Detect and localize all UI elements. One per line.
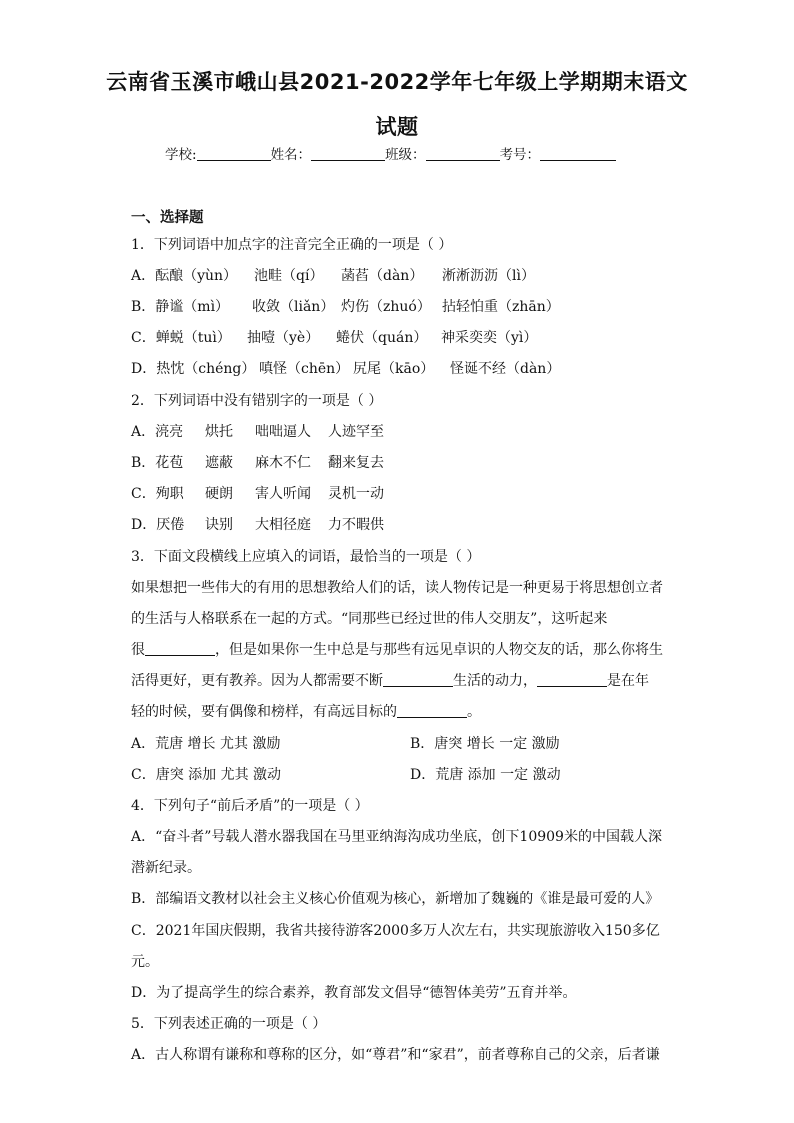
q3-blank-4 bbox=[397, 703, 467, 718]
q1-c-4: 神采奕奕（yì） bbox=[441, 330, 538, 346]
q2-b-4: 翻来复去 bbox=[328, 455, 384, 471]
q2-c-1: C．殉职 bbox=[131, 486, 184, 502]
q2-c-4: 灵机一动 bbox=[328, 486, 384, 502]
q2-c-2: 硬朗 bbox=[205, 486, 233, 502]
q1-b-4: 拈轻怕重（zhān） bbox=[442, 299, 560, 315]
q3-paragraph-line3 bbox=[131, 639, 663, 659]
q4-option-a-line1: A．“奋斗者”号载人潜水器我国在马里亚纳海沟成功坐底，创下10909米的中国载人深 bbox=[131, 829, 662, 845]
number-blank bbox=[540, 146, 616, 161]
q2-option-c bbox=[131, 483, 384, 503]
name-label: 姓名： bbox=[270, 147, 312, 163]
q1-b-1: B．静谧（mì） bbox=[131, 299, 230, 315]
q4-option-b: B．部编语文教材以社会主义核心价值观为核心，新增加了魏巍的《谁是最可爱的人》 bbox=[131, 891, 660, 907]
q3-blank-2 bbox=[383, 672, 453, 687]
student-info-row bbox=[165, 143, 616, 163]
q2-d-4: 力不暇供 bbox=[328, 517, 384, 533]
q4-option-c-line1: C．2021年国庆假期，我省共接待游客2000多万人次左右，共实现旅游收入150多亿 bbox=[131, 923, 660, 939]
q1-d-2: 嗔怪（chēn） bbox=[259, 361, 350, 377]
q2-a-4: 人迹罕至 bbox=[328, 424, 384, 440]
q2-option-b bbox=[131, 452, 384, 472]
q3-option-c: C．唐突 添加 尤其 激动 bbox=[131, 767, 282, 783]
q2-a-2: 烘托 bbox=[205, 424, 233, 440]
school-blank bbox=[197, 146, 271, 161]
q3-blank-3 bbox=[537, 672, 607, 687]
q2-d-2: 诀别 bbox=[205, 517, 233, 533]
q1-a-2: 池畦（qí） bbox=[254, 268, 324, 284]
q2-d-1: D．厌倦 bbox=[131, 517, 185, 533]
q1-stem: 1．下列词语中加点字的注音完全正确的一项是（ ） bbox=[131, 237, 453, 253]
q3-paragraph-line1: 如果想把一些伟大的有用的思想教给人们的话，读人物传记是一种更易于将思想创立者 bbox=[131, 580, 663, 596]
q3-paragraph-line4 bbox=[131, 670, 649, 690]
q1-option-c bbox=[131, 327, 537, 347]
q4-option-c-line2: 元。 bbox=[131, 954, 159, 970]
q1-c-3: 蜷伏（quán） bbox=[336, 330, 428, 346]
q3-option-b: B．唐突 增长 一定 激励 bbox=[410, 736, 560, 752]
name-blank bbox=[311, 146, 385, 161]
q2-stem: 2．下列词语中没有错别字的一项是（ ） bbox=[131, 393, 383, 409]
q2-option-d bbox=[131, 514, 384, 534]
number-label: 考号： bbox=[499, 147, 541, 163]
q1-c-2: 抽噎（yè） bbox=[247, 330, 320, 346]
q1-a-3: 菡萏（dàn） bbox=[341, 268, 424, 284]
q2-a-3: 咄咄逼人 bbox=[255, 424, 311, 440]
q2-c-3: 害人听闻 bbox=[255, 486, 311, 502]
q1-d-1: D．热忱（chéng） bbox=[131, 361, 256, 377]
q5-option-a-line1: A．古人称谓有谦称和尊称的区分，如“尊君”和“家君”，前者尊称自己的父亲，后者谦 bbox=[131, 1047, 660, 1063]
q1-a-1: A．酝酿（yùn） bbox=[131, 268, 238, 284]
q4-stem: 4．下列句子“前后矛盾”的一项是（ ） bbox=[131, 798, 369, 814]
q3-p4-b: 生活的动力， bbox=[453, 673, 537, 689]
q3-p4-a: 活得更好，更有教养。因为人都需要不断 bbox=[131, 673, 383, 689]
q1-b-2: 收敛（liǎn） bbox=[252, 299, 335, 315]
q1-c-1: C．蝉蜕（tuì） bbox=[131, 330, 231, 346]
q2-d-3: 大相径庭 bbox=[255, 517, 311, 533]
q1-option-a bbox=[131, 265, 535, 285]
q1-option-d bbox=[131, 358, 560, 378]
q3-option-a: A．荒唐 增长 尤其 激励 bbox=[131, 736, 281, 752]
q2-b-2: 遮蔽 bbox=[205, 455, 233, 471]
class-label: 班级： bbox=[385, 147, 426, 163]
q3-paragraph-line5 bbox=[131, 701, 481, 721]
q3-p4-c: 是在年 bbox=[607, 673, 649, 689]
q3-option-d: D．荒唐 添加 一定 激动 bbox=[410, 767, 561, 783]
q5-stem: 5．下列表述正确的一项是（ ） bbox=[131, 1016, 327, 1032]
q1-b-3: 灼伤（zhuó） bbox=[341, 299, 431, 315]
q3-p3-a: 很 bbox=[131, 642, 145, 658]
q4-option-a-line2: 潜新纪录。 bbox=[131, 860, 201, 876]
q3-p5-b: 。 bbox=[467, 704, 481, 720]
exam-title-line1: 云南省玉溪市峨山县2021-2022学年七年级上学期期末语文 bbox=[106, 70, 688, 94]
q2-option-a bbox=[131, 421, 384, 441]
q3-paragraph-line2: 的生活与人格联系在一起的方式。“同那些已经过世的伟人交朋友”，这听起来 bbox=[131, 611, 608, 627]
q4-option-d: D．为了提高学生的综合素养，教育部发文倡导“德智体美劳”五育并举。 bbox=[131, 985, 577, 1001]
q1-d-4: 怪诞不经（dàn） bbox=[450, 361, 561, 377]
exam-title-line2: 试题 bbox=[375, 115, 419, 139]
q2-b-1: B．花苞 bbox=[131, 455, 184, 471]
class-blank bbox=[426, 146, 500, 161]
q1-d-3: 尻尾（kāo） bbox=[353, 361, 435, 377]
section-heading: 一、选择题 bbox=[131, 210, 204, 226]
q1-option-b bbox=[131, 296, 560, 316]
q2-a-1: A．湸亮 bbox=[131, 424, 184, 440]
q1-a-4: 淅淅沥沥（lì） bbox=[442, 268, 535, 284]
q3-p3-b: ，但是如果你一生中总是与那些有远见卓识的人物交友的话，那么你将生 bbox=[215, 642, 663, 658]
school-label: 学校: bbox=[165, 147, 197, 163]
q3-blank-1 bbox=[145, 641, 215, 656]
q3-p5-a: 轻的时候，要有偶像和榜样，有高远目标的 bbox=[131, 704, 397, 720]
q2-b-3: 麻木不仁 bbox=[255, 455, 311, 471]
q3-stem: 3．下面文段横线上应填入的词语，最恰当的一项是（ ） bbox=[131, 549, 481, 565]
